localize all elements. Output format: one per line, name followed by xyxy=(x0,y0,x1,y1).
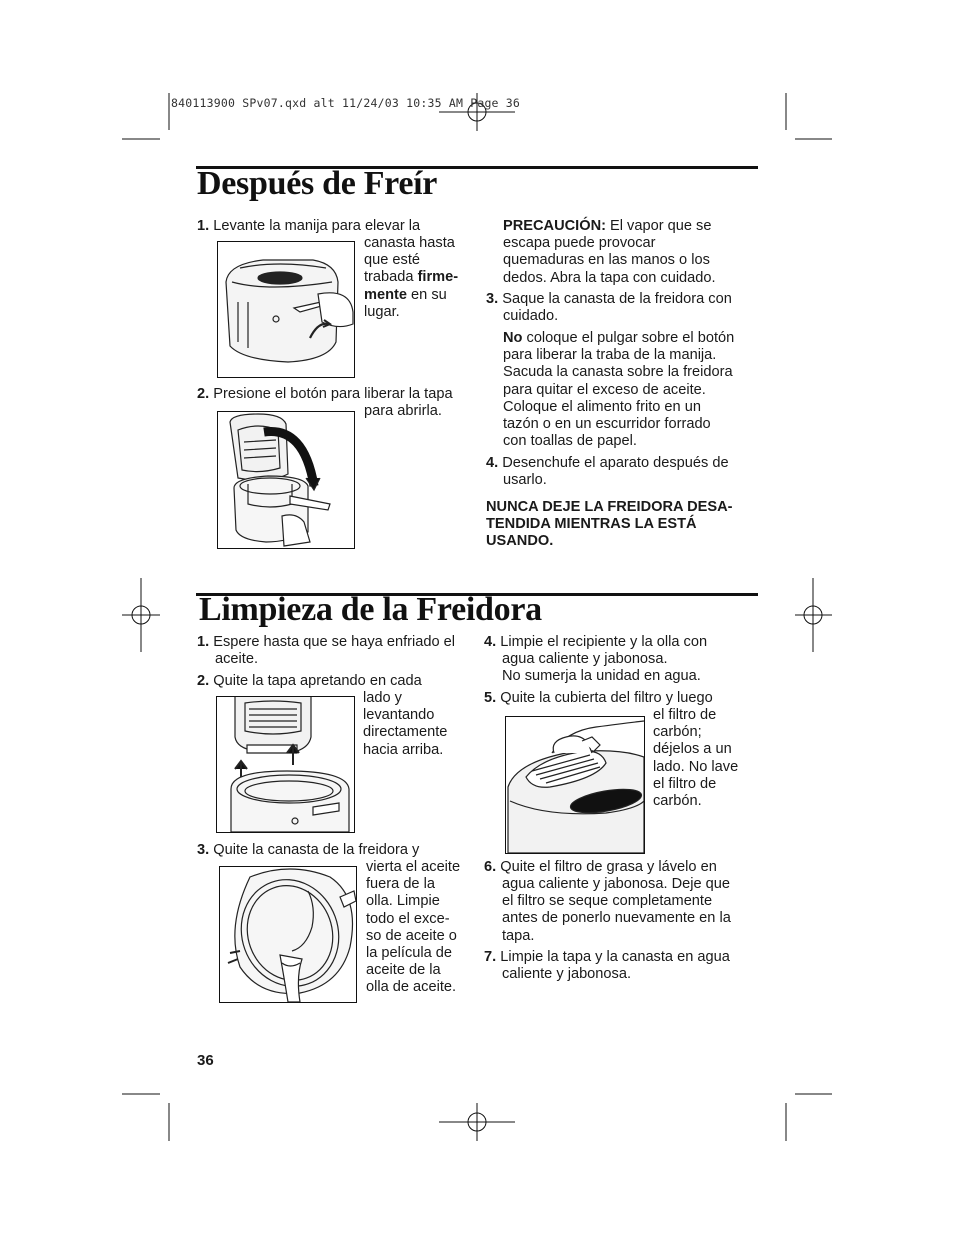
text-line: el filtro de xyxy=(653,707,717,723)
text-line: el filtro de xyxy=(653,775,717,792)
step-number: 7. xyxy=(484,949,497,965)
text-line: con toallas de papel. xyxy=(503,433,637,450)
step-text: Quite el filtro de grasa y lávelo en xyxy=(500,859,717,875)
step-text: Saque la canasta de la freidora con xyxy=(502,291,732,307)
step-number: 4. xyxy=(484,634,497,650)
caution-label: PRECAUCIÓN: xyxy=(503,218,606,234)
step-text: Limpie la tapa y la canasta en agua xyxy=(500,949,730,965)
section-title: Después de Freír xyxy=(197,165,438,202)
step-3-wrap xyxy=(366,859,460,997)
step-number: 4. xyxy=(486,455,499,471)
lid-removal-illustration xyxy=(216,696,355,833)
step-4 xyxy=(486,455,729,472)
text-line: Coloque el alimento frito en un xyxy=(503,398,701,415)
text-line: lado. No lave xyxy=(653,758,739,775)
text-line: todo el exce- xyxy=(366,910,450,927)
text-line: lugar. xyxy=(364,303,400,320)
text-line: Sacuda la canasta sobre la freidora xyxy=(503,364,733,381)
step-1-wrap xyxy=(364,235,458,321)
step-3 xyxy=(197,842,419,859)
text-line: fuera de la xyxy=(366,876,435,893)
step-6 xyxy=(484,859,717,876)
text-line: déjelos a un xyxy=(653,741,732,758)
step-number: 2. xyxy=(197,673,210,689)
text-line: No sumerja la unidad en agua. xyxy=(502,668,701,685)
text-line: caliente y jabonosa. xyxy=(502,966,631,982)
text-line: so de aceite o xyxy=(366,927,457,944)
text-line: aceite. xyxy=(215,651,258,667)
text-line: USANDO. xyxy=(486,533,554,550)
text-line: PRECAUCIÓN: El vapor que se xyxy=(503,218,712,234)
text-line: quemaduras en las manos o los xyxy=(503,252,710,269)
step-3 xyxy=(486,291,732,308)
text-line: carbón; xyxy=(653,724,702,741)
text-line: agua caliente y jabonosa. xyxy=(502,651,668,667)
step-1 xyxy=(197,218,420,235)
step-number: 5. xyxy=(484,690,497,706)
text-line: directamente xyxy=(363,724,448,741)
fryer-lid-open-illustration xyxy=(217,411,355,549)
text-line: TENDIDA MIENTRAS LA ESTÁ xyxy=(486,516,697,533)
step-2 xyxy=(197,673,422,690)
text-line: usarlo. xyxy=(503,472,547,488)
text-line: mente en su xyxy=(364,286,447,303)
step-text: Quite la cubierta del filtro y luego xyxy=(500,690,713,706)
step-number: 1. xyxy=(197,634,210,650)
text-line: tazón o en un escurridor forrado xyxy=(503,416,711,433)
step-text: Limpie el recipiente y la olla con xyxy=(500,634,708,650)
text-line: trabada firme- xyxy=(364,269,459,286)
pour-oil-illustration xyxy=(219,866,357,1003)
step-5 xyxy=(484,690,713,707)
text-line: para liberar la traba de la manija. xyxy=(503,347,717,364)
text-line: aceite de la xyxy=(366,962,441,979)
filter-cover-illustration xyxy=(505,716,645,854)
step-6-wrap xyxy=(502,876,731,945)
step-number: 3. xyxy=(486,291,499,307)
text-line: olla de aceite. xyxy=(366,979,457,996)
text-line: tapa. xyxy=(502,927,535,944)
text-line: hacia arriba. xyxy=(363,741,444,758)
step-1 xyxy=(197,634,455,651)
text-line: agua caliente y jabonosa. Deje que xyxy=(502,876,730,892)
text-line: vierta el aceite xyxy=(366,859,461,875)
text-line: canasta hasta xyxy=(364,235,455,251)
caution-note xyxy=(503,218,716,287)
step-4-wrap xyxy=(502,651,701,685)
page-number: 36 xyxy=(197,1052,214,1069)
text-line: para abrirla. xyxy=(364,403,442,419)
text-line: carbón. xyxy=(653,793,702,810)
text-line: escapa puede provocar xyxy=(503,235,656,252)
text-line: la película de xyxy=(366,945,453,962)
step-number: 6. xyxy=(484,859,497,875)
text-line: NUNCA DEJE LA FREIDORA DESA- xyxy=(486,499,733,515)
text-line: olla. Limpie xyxy=(366,893,440,910)
step-5-wrap xyxy=(653,707,738,810)
text-line: dedos. Abra la tapa con cuidado. xyxy=(503,269,716,286)
step-3-note xyxy=(503,330,734,450)
print-slug: 840113900 SPv07.qxd alt 11/24/03 10:35 AM Page 36 xyxy=(171,96,521,110)
step-4 xyxy=(484,634,707,651)
text-line: para quitar el exceso de aceite. xyxy=(503,381,706,398)
step-number: 1. xyxy=(197,218,210,234)
text-line: el filtro se seque completamente xyxy=(502,893,713,910)
step-7 xyxy=(484,949,730,966)
step-number: 2. xyxy=(197,386,210,402)
step-text: Quite la tapa apretando en cada xyxy=(213,673,422,689)
text-line: cuidado. xyxy=(503,308,559,324)
text-line: levantando xyxy=(363,707,435,724)
step-text: Espere hasta que se haya enfriado el xyxy=(213,634,456,650)
step-2 xyxy=(197,386,453,403)
warning-note xyxy=(486,499,732,551)
text-line: lado y xyxy=(363,690,402,706)
text-line: No coloque el pulgar sobre el botón xyxy=(503,330,735,346)
text-line: que esté xyxy=(364,252,420,269)
step-text: Quite la canasta de la freidora y xyxy=(213,842,420,858)
step-text: Presione el botón para liberar la tapa xyxy=(213,386,453,402)
step-text: Levante la manija para elevar la xyxy=(213,218,421,234)
step-number: 3. xyxy=(197,842,210,858)
fryer-handle-illustration xyxy=(217,241,355,378)
text-line: antes de ponerlo nuevamente en la xyxy=(502,910,731,927)
step-2-wrap xyxy=(363,690,447,759)
section-title: Limpieza de la Freidora xyxy=(199,591,542,628)
step-text: Desenchufe el aparato después de xyxy=(502,455,729,471)
